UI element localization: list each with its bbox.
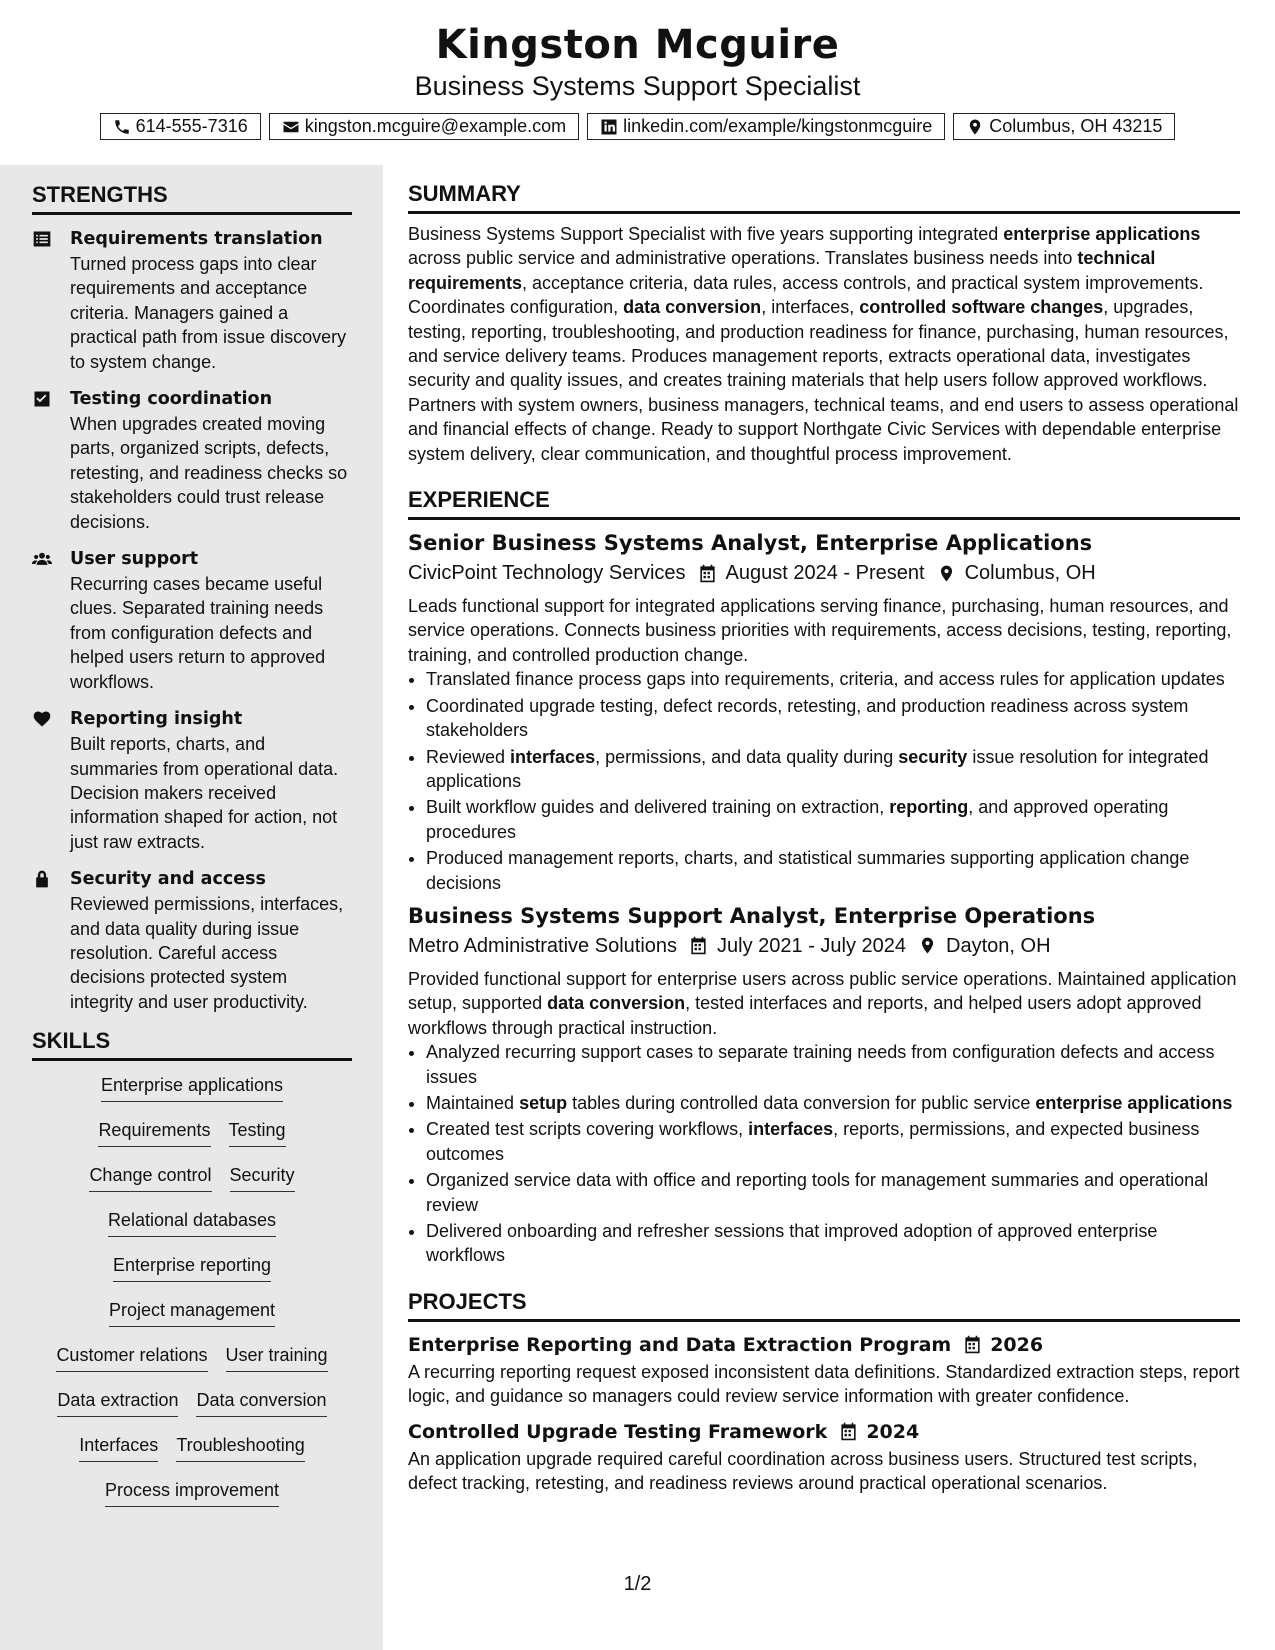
bullet-item <box>426 1040 1240 1089</box>
skill-row <box>32 1163 352 1208</box>
project-title: Controlled Upgrade Testing Framework <box>408 1420 828 1443</box>
contact-phone[interactable] <box>100 113 261 140</box>
experience-heading: EXPERIENCE <box>408 486 1240 520</box>
strength-item <box>32 387 352 534</box>
strength-text: Reviewed permissions, interfaces, and data quality during issue resolution. Careful access decisions protected system integrity and user productivity. <box>70 894 344 1012</box>
resume-header <box>0 20 1275 102</box>
skill-tag: Change control <box>89 1163 211 1192</box>
contact-email[interactable] <box>269 113 579 140</box>
projects-section <box>408 1288 1240 1496</box>
bold-term: data conversion <box>623 297 762 318</box>
bold-term: security <box>898 746 968 767</box>
lock-icon <box>32 869 52 889</box>
contact-linkedin-text: linkedin.com/example/kingstonmcguire <box>623 116 933 136</box>
text-run: , upgrades, testing, reporting, troubleshooting, and production readiness for finance, purchasing, human resources, and service delivery teams. Produces management reports, extracts operational data, investigates security and quality issues, and creates training materials that help users follow approved workflows. Partners with system owners, business managers, technical teams, and end users to assess operational and financial effects of change. Ready to support Northgate Civic Services with dependable enterprise system delivery, clear communication, and thoughtful process improvement. <box>408 297 1239 464</box>
map-pin-icon <box>966 118 984 136</box>
envelope-icon <box>282 118 300 136</box>
candidate-title: Business Systems Support Specialist <box>414 71 861 101</box>
skill-tag: Enterprise applications <box>101 1073 283 1102</box>
job-entry <box>408 528 1240 895</box>
skill-tag: Process improvement <box>105 1478 279 1507</box>
skill-tag: Troubleshooting <box>176 1433 304 1462</box>
skill-row <box>32 1433 352 1478</box>
bold-term: enterprise applications <box>1035 1092 1233 1113</box>
text-run: Business Systems Support Specialist with five years supporting integrated <box>408 224 1004 244</box>
bullet-item <box>426 795 1240 844</box>
bullet-item <box>426 667 1240 691</box>
strength-text: When upgrades created moving parts, organized scripts, defects, retesting, and readiness checks so stakeholders could trust release decisions. <box>70 414 348 532</box>
heart-icon <box>32 709 52 729</box>
check-square-icon <box>32 389 52 409</box>
project-text: A recurring reporting request exposed inconsistent data definitions. Standardized extraction steps, report logic, and guidance so managers could review service information with greater confidence. <box>408 1361 1240 1407</box>
job-description <box>408 594 1240 667</box>
bullet-item <box>426 1117 1240 1166</box>
job-title: Senior Business Systems Analyst, Enterprise Applications <box>408 531 1093 556</box>
skill-row <box>32 1118 352 1163</box>
bold-term: reporting <box>889 797 969 818</box>
bold-term: interfaces <box>748 1119 834 1140</box>
text-run: Translated finance process gaps into requirements, criteria, and access rules for application updates <box>426 669 1225 690</box>
skill-row <box>32 1298 352 1343</box>
project-text: An application upgrade required careful coordination across business users. Structured test scripts, defect tracking, retesting, and readiness reviews around practical operational scenarios. <box>408 1448 1198 1494</box>
page-number: 1/2 <box>623 1573 652 1595</box>
skill-row <box>32 1208 352 1253</box>
contact-email-text: kingston.mcguire@example.com <box>304 116 567 136</box>
job-dates: August 2024 - Present <box>725 562 925 585</box>
contact-bar <box>0 113 1275 140</box>
skill-tag: Testing <box>229 1118 286 1147</box>
bullet-item <box>426 1219 1240 1268</box>
calendar-icon <box>839 1422 858 1441</box>
job-dates: July 2021 - July 2024 <box>717 934 907 957</box>
strength-text: Built reports, charts, and summaries from operational data. Decision makers received information shaped for action, not just raw extracts. <box>70 734 339 852</box>
contact-location[interactable] <box>953 113 1175 140</box>
job-bullets <box>408 1040 1240 1268</box>
bullet-item <box>426 846 1240 895</box>
strength-item <box>32 547 352 694</box>
contact-location-text: Columbus, OH 43215 <box>989 116 1163 136</box>
skill-tag: Security <box>230 1163 295 1192</box>
skills-list <box>32 1073 352 1523</box>
skill-tag: Relational databases <box>108 1208 276 1237</box>
skills-heading: SKILLS <box>32 1027 352 1061</box>
sidebar <box>0 165 383 1650</box>
job-location: Columbus, OH <box>964 562 1096 585</box>
strength-title: Reporting insight <box>70 709 243 730</box>
skill-tag: Data conversion <box>196 1388 326 1417</box>
skill-row <box>32 1253 352 1298</box>
candidate-name: Kingston Mcguire <box>435 22 840 68</box>
bold-term: enterprise applications <box>1003 224 1201 244</box>
strength-text: Recurring cases became useful clues. Separated training needs from configuration defects and helped users return to approved workflows. <box>70 574 326 692</box>
summary-section <box>408 180 1240 466</box>
job-description <box>408 967 1240 1040</box>
summary-text <box>408 222 1240 466</box>
bullet-item <box>426 1091 1240 1115</box>
strength-title: User support <box>70 549 199 570</box>
skill-row <box>32 1478 352 1523</box>
text-run: , interfaces, <box>761 297 860 318</box>
bullet-item <box>426 694 1240 743</box>
bold-term: interfaces <box>510 746 596 767</box>
text-run: , and approved operating procedures <box>426 797 1169 842</box>
skill-row <box>32 1073 352 1118</box>
strength-item <box>32 227 352 374</box>
job-company: Metro Administrative Solutions <box>408 934 678 957</box>
project-title: Enterprise Reporting and Data Extraction Program <box>408 1333 952 1356</box>
bullet-item <box>426 1168 1240 1217</box>
contact-phone-text: 614-555-7316 <box>135 116 248 136</box>
text-run: Created test scripts covering workflows, <box>426 1119 749 1140</box>
project-year: 2024 <box>866 1420 920 1443</box>
contact-linkedin[interactable] <box>587 113 945 140</box>
project-header <box>408 1330 1240 1360</box>
text-run: , tested interfaces and reports, and helped users adopt approved workflows through practical instruction. <box>408 993 1202 1038</box>
text-run: Reviewed <box>426 746 511 767</box>
text-run: , reports, permissions, and expected business outcomes <box>426 1119 1200 1164</box>
strength-title: Requirements translation <box>70 229 323 249</box>
bold-term: controlled software changes <box>859 297 1104 318</box>
bold-term: data conversion <box>547 993 686 1014</box>
map-pin-icon <box>918 936 937 955</box>
job-entry <box>408 901 1240 1268</box>
bold-term: setup <box>519 1092 568 1113</box>
job-company: CivicPoint Technology Services <box>408 562 686 585</box>
strength-item <box>32 867 352 1014</box>
text-run: Analyzed recurring support cases to separate training needs from configuration defects and access issues <box>426 1042 1215 1087</box>
skill-tag: Data extraction <box>57 1388 178 1417</box>
text-run: Provided functional support for enterprise users across public service operations. Maintained application setup, supported <box>408 968 1237 1014</box>
skill-row <box>32 1388 352 1433</box>
text-run: tables during controlled data conversion for public service <box>567 1092 1036 1113</box>
text-run: Coordinated upgrade testing, defect records, retesting, and production readiness across system stakeholders <box>426 695 1189 741</box>
phone-icon <box>113 118 131 136</box>
text-run: , permissions, and data quality during <box>595 746 899 767</box>
linkedin-icon <box>600 118 618 136</box>
text-run: across public service and administrative operations. Translates business needs into <box>408 248 1078 269</box>
strengths-heading: STRENGTHS <box>32 181 352 215</box>
text-run: Leads functional support for integrated applications serving finance, purchasing, human resources, and service operations. Connects business priorities with requirements, access decisions, testing, reporting, training, and controlled production change. <box>408 596 1232 665</box>
skill-tag: Enterprise reporting <box>113 1253 271 1282</box>
text-run: issue resolution for integrated applications <box>426 746 1209 791</box>
strength-title: Testing coordination <box>70 389 273 410</box>
text-run: Delivered onboarding and refresher sessions that improved adoption of approved enterprise workflows <box>426 1221 1158 1266</box>
main-content <box>408 180 1240 1515</box>
strength-item <box>32 707 352 854</box>
skill-tag: User training <box>226 1343 328 1372</box>
calendar-icon <box>963 1335 982 1354</box>
text-run: Produced management reports, charts, and statistical summaries supporting application change decisions <box>426 848 1190 893</box>
text-run: Built workflow guides and delivered training on extraction, <box>426 797 890 818</box>
experience-section <box>408 486 1240 1268</box>
project-entry <box>408 1330 1240 1409</box>
calendar-icon <box>698 564 717 583</box>
bold-term: technical requirements <box>408 248 1156 293</box>
text-run: Maintained <box>426 1092 520 1113</box>
projects-heading: PROJECTS <box>408 1288 1240 1322</box>
project-entry <box>408 1417 1240 1496</box>
project-year: 2026 <box>990 1333 1044 1356</box>
job-location: Dayton, OH <box>946 934 1051 957</box>
skill-row <box>32 1343 352 1388</box>
job-title: Business Systems Support Analyst, Enterprise Operations <box>408 903 1096 928</box>
calendar-icon <box>689 936 708 955</box>
strength-title: Security and access <box>70 869 266 890</box>
summary-heading: SUMMARY <box>408 180 1240 214</box>
text-run: Organized service data with office and reporting tools for management summaries and operational review <box>426 1170 1209 1215</box>
strength-text: Turned process gaps into clear requirements and acceptance criteria. Managers gained a practical path from issue discovery to system change. <box>70 254 347 372</box>
job-meta <box>408 931 1240 961</box>
job-bullets <box>408 667 1240 895</box>
bullet-item <box>426 745 1240 794</box>
text-run: , acceptance criteria, data rules, access controls, and practical system improvements. Coordinates configuration, <box>408 272 1204 318</box>
users-icon <box>32 549 52 569</box>
map-pin-icon <box>937 564 956 583</box>
skill-tag: Project management <box>109 1298 275 1327</box>
skill-tag: Requirements <box>98 1118 210 1147</box>
list-icon <box>32 229 52 249</box>
job-meta <box>408 558 1240 588</box>
skill-tag: Interfaces <box>79 1433 158 1462</box>
project-header <box>408 1417 1240 1447</box>
skill-tag: Customer relations <box>56 1343 207 1372</box>
